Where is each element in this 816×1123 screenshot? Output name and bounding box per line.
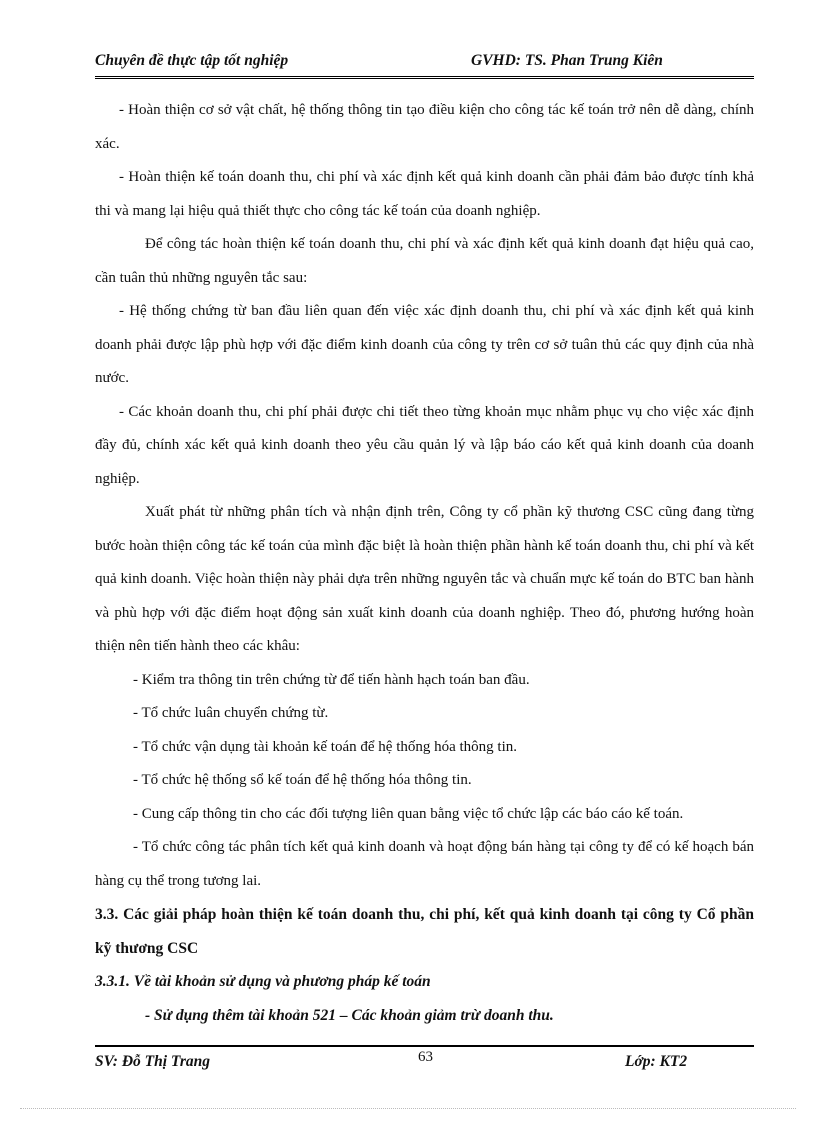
footer-class: Lớp: KT2 [625,1053,688,1070]
paragraph: Xuất phát từ những phân tích và nhận định trên, Công ty cổ phần kỹ thương CSC cũng đang từng bước hoàn thiện công tác kế toán của mình đặc biệt là hoàn thiện phần hành kế toán doanh thu, chi phí và kết quả kinh doanh. Việc hoàn thiện này phải dựa trên những nguyên tắc và chuẩn mực kế toán do BTC ban hành và phù hợp với đặc điểm hoạt động sản xuất kinh doanh của doanh nghiệp. Theo đó, phương hướng hoàn thiện nên tiến hành theo các khâu: [95,504,754,654]
footer-student: SV: Đỗ Thị Trang [95,1053,210,1070]
paragraph: Để công tác hoàn thiện kế toán doanh thu, chi phí và xác định kết quả kinh doanh đạt hiệu quả cao, cần tuân thủ những nguyên tắc sau: [95,236,754,286]
list-item: - Tổ chức công tác phân tích kết quả kinh doanh và hoạt động bán hàng tại công ty để có kế hoạch bán hàng cụ thể trong tương lai. [95,839,754,889]
document-body [95,94,754,1032]
paragraph: - Hoàn thiện kế toán doanh thu, chi phí và xác định kết quả kinh doanh cần phải đảm bảo được tính khả thi và mang lại hiệu quả thiết thực cho công tác kế toán của doanh nghiệp. [95,169,754,219]
page-header [95,46,754,79]
paragraph: - Hoàn thiện cơ sở vật chất, hệ thống thông tin tạo điều kiện cho công tác kế toán trở nên dễ dàng, chính xác. [95,102,754,152]
list-item: - Cung cấp thông tin cho các đối tượng liên quan bằng việc tổ chức lập các báo cáo kế toán. [133,805,684,822]
subsection-heading: 3.3.1. Về tài khoản sử dụng và phương pháp kế toán [95,973,431,990]
header-title: Chuyên đề thực tập tốt nghiệp [95,52,289,69]
list-item: - Tổ chức vận dụng tài khoản kế toán để hệ thống hóa thông tin. [133,738,518,755]
page-bottom-border [20,1108,796,1109]
list-item: - Kiểm tra thông tin trên chứng từ để tiến hành hạch toán ban đầu. [133,671,530,688]
list-item: - Tổ chức hệ thống sổ kế toán để hệ thống hóa thông tin. [133,772,472,788]
header-advisor: GVHD: TS. Phan Trung Kiên [471,52,663,69]
subsection-item-heading: - Sử dụng thêm tài khoản 521 – Các khoản giảm trừ doanh thu. [145,1006,554,1024]
section-heading: 3.3. Các giải pháp hoàn thiện kế toán doanh thu, chi phí, kết quả kinh doanh tại công ty Cổ phần kỹ thương CSC [95,906,754,957]
paragraph: - Các khoản doanh thu, chi phí phải được chi tiết theo từng khoản mục nhằm phục vụ cho việc xác định đầy đủ, chính xác kết quả kinh doanh theo yêu cầu quản lý và lập báo cáo kết quả kinh doanh của doanh nghiệp. [95,403,754,487]
paragraph: - Hệ thống chứng từ ban đầu liên quan đến việc xác định doanh thu, chi phí và xác định kết quả kinh doanh phải được lập phù hợp với đặc điểm kinh doanh của công ty trên cơ sở tuân thủ các quy định của nhà nước. [95,303,754,386]
page-footer [95,1045,754,1087]
list-item: - Tổ chức luân chuyển chứng từ. [133,705,329,721]
page-number: 63 [418,1049,433,1065]
